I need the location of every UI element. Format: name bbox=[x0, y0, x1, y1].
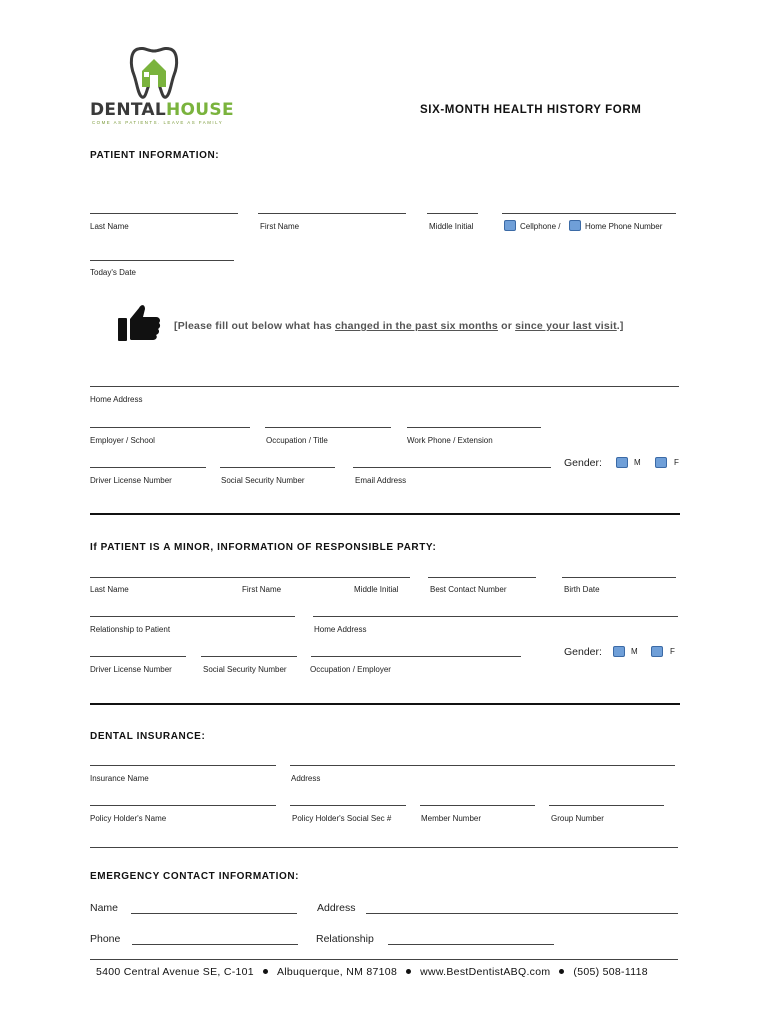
rp-ssn-label: Social Security Number bbox=[203, 665, 287, 674]
tooth-house-icon bbox=[128, 45, 180, 100]
rp-gender-male-checkbox[interactable] bbox=[613, 646, 625, 657]
rp-relationship-label: Relationship to Patient bbox=[90, 625, 171, 634]
work-phone-field[interactable] bbox=[407, 427, 541, 428]
rp-last-name-label: Last Name bbox=[90, 585, 129, 594]
employer-field[interactable] bbox=[90, 427, 250, 428]
policy-holder-name-field[interactable] bbox=[90, 805, 276, 806]
group-number-field[interactable] bbox=[549, 805, 664, 806]
emergency-heading: EMERGENCY CONTACT INFORMATION: bbox=[90, 871, 300, 882]
gender-label: Gender: bbox=[564, 457, 602, 469]
work-phone-label: Work Phone / Extension bbox=[407, 436, 493, 445]
footer-web[interactable]: www.BestDentistABQ.com bbox=[420, 966, 551, 978]
insurance-name-field[interactable] bbox=[90, 765, 276, 766]
rp-occupation-field[interactable] bbox=[311, 656, 521, 657]
group-number-label: Group Number bbox=[551, 814, 604, 823]
emergency-relationship-field[interactable] bbox=[388, 944, 554, 945]
insurance-address-field[interactable] bbox=[290, 765, 675, 766]
occupation-field[interactable] bbox=[265, 427, 391, 428]
section-divider bbox=[90, 513, 680, 515]
minor-heading: If PATIENT IS A MINOR, INFORMATION OF RESPONSIBLE PARTY: bbox=[90, 542, 437, 553]
first-name-field[interactable] bbox=[258, 213, 406, 214]
brand-name bbox=[90, 100, 234, 120]
rp-best-contact-field[interactable] bbox=[428, 577, 536, 578]
footer-phone: (505) 508-1118 bbox=[573, 966, 648, 978]
rp-ssn-field[interactable] bbox=[201, 656, 297, 657]
notice-prefix: [Please fill out below what has bbox=[174, 320, 336, 332]
thumbs-up-icon bbox=[117, 302, 161, 342]
driver-license-field[interactable] bbox=[90, 467, 206, 468]
home-phone-label: Home Phone Number bbox=[585, 222, 663, 231]
last-name-field[interactable] bbox=[90, 213, 238, 214]
insurance-name-label: Insurance Name bbox=[90, 774, 149, 783]
emergency-name-field[interactable] bbox=[131, 913, 297, 914]
insurance-address-label: Address bbox=[291, 774, 321, 783]
rp-gender-label: Gender: bbox=[564, 646, 602, 658]
notice-changed: changed in the past six months bbox=[335, 320, 498, 332]
notice-since: since your last visit bbox=[515, 320, 617, 332]
cellphone-label: Cellphone / bbox=[520, 222, 561, 231]
rp-best-contact-label: Best Contact Number bbox=[430, 585, 507, 594]
policy-holder-ssn-field[interactable] bbox=[290, 805, 406, 806]
member-number-label: Member Number bbox=[421, 814, 482, 823]
footer-rule bbox=[90, 959, 678, 960]
middle-initial-label: Middle Initial bbox=[429, 222, 474, 231]
rp-birth-date-field[interactable] bbox=[562, 577, 676, 578]
policy-holder-ssn-label: Policy Holder's Social Sec # bbox=[292, 814, 392, 823]
rp-middle-initial-label: Middle Initial bbox=[354, 585, 399, 594]
emergency-address-label: Address bbox=[317, 902, 356, 914]
member-number-field[interactable] bbox=[420, 805, 535, 806]
cellphone-checkbox[interactable] bbox=[504, 220, 516, 231]
home-phone-checkbox[interactable] bbox=[569, 220, 581, 231]
first-name-label: First Name bbox=[260, 222, 300, 231]
phone-field[interactable] bbox=[502, 213, 676, 214]
form-title: SIX-MONTH HEALTH HISTORY FORM bbox=[420, 104, 642, 116]
emergency-phone-label: Phone bbox=[90, 933, 121, 945]
emergency-name-label: Name bbox=[90, 902, 119, 914]
brand-tagline: COME AS PATIENTS. LEAVE AS FAMILY bbox=[92, 120, 224, 125]
employer-label: Employer / School bbox=[90, 436, 155, 445]
brand-dark: DENTAL bbox=[90, 100, 167, 120]
rp-driver-license-field[interactable] bbox=[90, 656, 186, 657]
gender-female-label: F bbox=[674, 458, 679, 467]
notice-mid: or bbox=[497, 320, 516, 332]
brand-green: HOUSE bbox=[166, 100, 234, 120]
home-address-label: Home Address bbox=[90, 395, 143, 404]
rp-occupation-label: Occupation / Employer bbox=[310, 665, 391, 674]
driver-license-label: Driver License Number bbox=[90, 476, 172, 485]
todays-date-field[interactable] bbox=[90, 260, 234, 261]
rp-home-address-label: Home Address bbox=[314, 625, 367, 634]
insurance-extra-field[interactable] bbox=[90, 847, 678, 848]
bullet-icon bbox=[559, 969, 564, 974]
section-divider bbox=[90, 703, 680, 705]
notice-text bbox=[174, 320, 624, 332]
rp-driver-license-label: Driver License Number bbox=[90, 665, 172, 674]
bullet-icon bbox=[263, 969, 268, 974]
rp-relationship-field[interactable] bbox=[90, 616, 295, 617]
rp-name-field[interactable] bbox=[90, 577, 410, 578]
ssn-label: Social Security Number bbox=[221, 476, 305, 485]
occupation-label: Occupation / Title bbox=[266, 436, 328, 445]
ssn-field[interactable] bbox=[220, 467, 335, 468]
last-name-label: Last Name bbox=[90, 222, 129, 231]
middle-initial-field[interactable] bbox=[427, 213, 478, 214]
patient-info-heading: PATIENT INFORMATION: bbox=[90, 150, 220, 161]
logo bbox=[90, 45, 234, 130]
footer-city: Albuquerque, NM 87108 bbox=[276, 966, 398, 978]
emergency-phone-field[interactable] bbox=[132, 944, 298, 945]
rp-gender-female-checkbox[interactable] bbox=[651, 646, 663, 657]
insurance-heading: DENTAL INSURANCE: bbox=[90, 731, 206, 742]
footer-street: 5400 Central Avenue SE, C-101 bbox=[96, 966, 254, 978]
email-label: Email Address bbox=[355, 476, 407, 485]
rp-home-address-field[interactable] bbox=[313, 616, 678, 617]
rp-gender-male-label: M bbox=[631, 647, 638, 656]
email-field[interactable] bbox=[353, 467, 551, 468]
bullet-icon bbox=[406, 969, 411, 974]
notice-suffix: .] bbox=[616, 320, 624, 332]
rp-first-name-label: First Name bbox=[242, 585, 282, 594]
gender-male-checkbox[interactable] bbox=[616, 457, 628, 468]
todays-date-label: Today's Date bbox=[90, 268, 136, 277]
footer bbox=[96, 966, 648, 978]
emergency-relationship-label: Relationship bbox=[316, 933, 374, 945]
rp-gender-female-label: F bbox=[670, 647, 675, 656]
home-address-field[interactable] bbox=[90, 386, 679, 387]
rp-birth-date-label: Birth Date bbox=[564, 585, 600, 594]
emergency-address-field[interactable] bbox=[366, 913, 678, 914]
gender-male-label: M bbox=[634, 458, 641, 467]
gender-female-checkbox[interactable] bbox=[655, 457, 667, 468]
policy-holder-name-label: Policy Holder's Name bbox=[90, 814, 167, 823]
